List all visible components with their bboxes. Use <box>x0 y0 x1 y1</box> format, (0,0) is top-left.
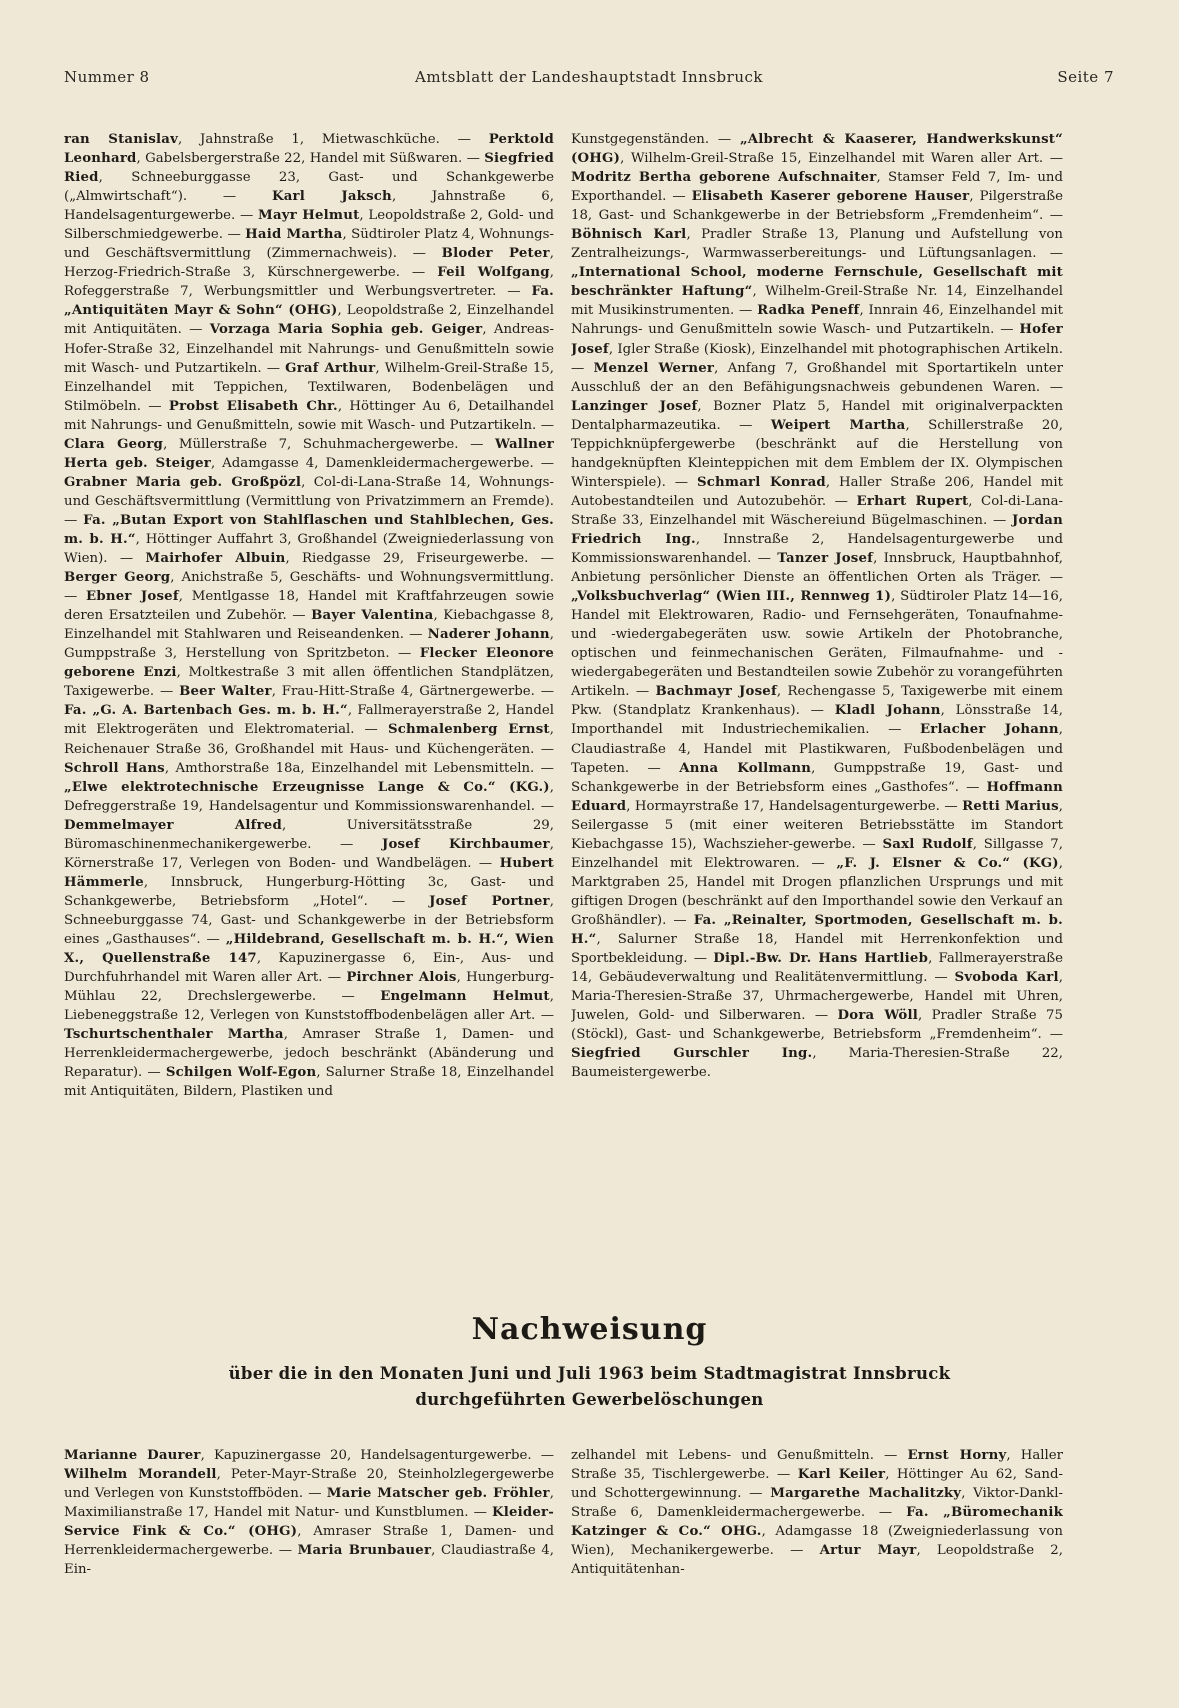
entry-text: , Kapuzinergasse 6, Ein-, Aus- und Durchfuhrhandel mit Waren aller Art. — <box>64 951 554 986</box>
entry-text: , Haller Straße 35, Tischlergewerbe. — <box>571 1448 1063 1483</box>
entry-name: „Hildebrand, Gesellschaft m. b. H.“, Wien X., Quellenstraße 147 <box>64 931 554 967</box>
entry-name: Wallner Herta geb. Steiger <box>64 436 554 471</box>
page-number-right: Seite 7 <box>1057 68 1114 86</box>
entry-name: Feil Wolfgang <box>437 265 550 281</box>
section-title: Nachweisung <box>471 1312 708 1347</box>
entry-name: Josef Portner <box>429 893 550 909</box>
entry-text: , Sillgasse 7, Einzelhandel mit Elektrowaren. — <box>571 836 1063 871</box>
entry-name: Mayr Helmut <box>258 208 360 224</box>
entry-text: , Jahnstraße 6, Handelsagenturgewerbe. — <box>64 189 554 224</box>
entry-name: „Volksbuchverlag“ (Wien III., Rennweg 1) <box>571 589 892 605</box>
entry-text: Kunstgegenständen. — <box>571 132 740 147</box>
entry-name: Hubert Hämmerle <box>64 855 554 890</box>
entry-name: Tanzer Josef <box>777 551 874 567</box>
entry-text: , Rofeggerstraße 7, Werbungsmittler und Werbungsvertreter. — <box>64 265 554 300</box>
entry-name: „Albrecht & Kaaserer, Handwerkskunst“ (OHG) <box>571 132 1063 167</box>
entry-text: , Wilhelm-Greil-Straße 15, Einzelhandel mit Teppichen, Textilwaren, Bodenbelägen und Stilmöbeln. — <box>64 360 554 414</box>
entry-name: Haid Martha <box>245 227 343 243</box>
entry-text: , Anichstraße 5, Geschäfts- und Wohnungsvermittlung. — <box>64 570 554 605</box>
entry-text: , Hormayrstraße 17, Handelsagenturgewerbe. — <box>626 798 963 814</box>
entry-text: , Adamgasse 4, Damenkleidermachergewerbe. — <box>210 455 554 471</box>
entry-name: Demmelmayer Alfred <box>64 817 282 833</box>
entry-text: , Peter-Mayr-Straße 20, Steinholzlegergewerbe und Verlegen von Kunststoffböden. — <box>64 1467 554 1502</box>
entry-name: Fa. „G. A. Bartenbach Ges. m. b. H.“ <box>64 703 348 719</box>
entry-name: Kleider-Service Fink & Co.“ (OHG) <box>64 1505 554 1540</box>
entry-text: , Jahnstraße 1, Mietwaschküche. — <box>178 132 489 147</box>
entry-name: Schmarl Konrad <box>696 474 826 490</box>
page-number-left: Nummer 8 <box>64 68 150 86</box>
entry-text: , Pilgerstraße 18, Gast- und Schankgewerbe in der Betriebsform „Fremdenheim“. — <box>571 189 1063 224</box>
entry-name: Naderer Johann <box>427 627 550 643</box>
entry-text: , Innsbruck, Hauptbahnhof, Anbietung persönlicher Dienste an öffentlichen Orten als Träger. — <box>571 551 1063 586</box>
entry-name: Engelmann Helmut <box>380 989 550 1005</box>
deletions-paragraph <box>571 1446 1063 1579</box>
entry-text: , Leopoldstraße 2, Antiquitätenhan- <box>571 1543 1063 1578</box>
entry-text: , Körnerstraße 17, Verlegen von Boden- und Wandbelägen. — <box>64 836 554 871</box>
entry-text: zelhandel mit Lebens- und Genußmitteln. — <box>571 1448 908 1463</box>
entry-text: , Adamgasse 18 (Zweigniederlassung von Wien), Mechanikergewerbe. — <box>571 1524 1063 1559</box>
entry-text: , Col-di-Lana-Straße 14, Wohnungs- und Geschäftsvermittlung (Vermittlung von Privatzimmern an Fremde). — <box>64 474 554 528</box>
entry-name: Radka Peneff <box>757 303 860 319</box>
entry-text: , Höttinger Au 62, Sand- und Schottergewinnung. — <box>571 1467 1063 1502</box>
entry-text: , Leopoldstraße 2, Einzelhandel mit Antiquitäten. — <box>64 303 554 338</box>
entry-name: ran Stanislav <box>64 132 179 147</box>
entry-text: , Hungerburg-Mühlau 22, Drechslergewerbe. — <box>64 970 554 1005</box>
entry-text: , Salurner Straße 18, Einzelhandel mit Antiquitäten, Bildern, Plastiken und <box>64 1065 554 1100</box>
entry-name: Svoboda Karl <box>954 970 1059 986</box>
entry-text: , Andreas-Hofer-Straße 32, Einzelhandel mit Nahrungs- und Genußmitteln sowie mit Wasch- und Putzartikeln. — <box>64 322 554 376</box>
entry-name: Ernst Horny <box>907 1448 1007 1463</box>
entries-paragraph <box>64 130 554 1101</box>
entry-name: Perktold Leonhard <box>64 132 554 167</box>
entry-name: Hoffmann Eduard <box>571 779 1063 814</box>
entry-name: Wilhelm Morandell <box>64 1467 217 1483</box>
entry-text: , Rechengasse 5, Taxigewerbe mit einem Pkw. (Standplatz Krankenhaus). — <box>571 684 1063 719</box>
entry-text: , Liebeneggstraße 12, Verlegen von Kunststoffbodenbelägen aller Art. — <box>64 989 554 1024</box>
entry-text: , Marktgraben 25, Handel mit Drogen pflanzlichen Ursprungs und mit giftigen Drogen (beschränkt auf den Importhandel sowie den Verkauf an Großhändler). — <box>571 855 1063 928</box>
entry-name: Vorzaga Maria Sophia geb. Geiger <box>209 322 483 338</box>
entry-name: Siegfried Gurschler Ing. <box>571 1046 813 1062</box>
entry-name: Bachmayr Josef <box>655 684 777 700</box>
entry-text: , Riedgasse 29, Friseurgewerbe. — <box>285 551 554 567</box>
entry-text: , Leopoldstraße 2, Gold- und Silberschmiedgewerbe. — <box>64 208 554 243</box>
entry-name: Berger Georg <box>64 570 171 586</box>
text-column-right-lower <box>571 1446 1063 1676</box>
entry-name: Josef Kirchbaumer <box>382 836 550 852</box>
entry-name: Grabner Maria geb. Großpözl <box>64 474 302 490</box>
entry-name: Jordan Friedrich Ing. <box>571 512 1063 547</box>
entry-name: Fa. „Antiquitäten Mayr & Sohn“ (OHG) <box>64 284 554 319</box>
entry-name: Schroll Hans <box>64 760 165 776</box>
entry-text: , Maria-Theresien-Straße 22, Baumeistergewerbe. <box>571 1046 1063 1081</box>
entry-text: , Anfang 7, Großhandel mit Sportartikeln unter Ausschluß der an den Befähigungsnachweis gebundenen Waren. — <box>571 360 1063 395</box>
entry-name: Mairhofer Albuin <box>145 551 286 567</box>
entry-name: Hofer Josef <box>571 322 1063 357</box>
entry-name: Pirchner Alois <box>346 970 457 986</box>
entry-text: , Mentlgasse 18, Handel mit Kraftfahrzeugen sowie deren Ersatzteilen und Zubehör. — <box>64 589 554 624</box>
entry-text: , Igler Straße (Kiosk), Einzelhandel mit photographischen Artikeln. — <box>571 341 1063 376</box>
entry-text: , Maximilianstraße 17, Handel mit Natur- und Kunstblumen. — <box>64 1486 554 1521</box>
entry-name: Marianne Daurer <box>64 1448 201 1463</box>
entry-text: , Moltkestraße 3 mit allen öffentlichen Standplätzen, Taxigewerbe. — <box>64 665 554 700</box>
entry-name: Flecker Eleonore geborene Enzi <box>64 646 554 681</box>
entry-name: Anna Kollmann <box>679 760 812 776</box>
entry-text: , Pradler Straße 13, Planung und Aufstellung von Zentralheizungs-, Warmwasserbereitungs- und Lüftungsanlagen. — <box>571 227 1063 262</box>
entry-name: Karl Jaksch <box>271 189 392 205</box>
entry-name: Schmalenberg Ernst <box>387 722 550 738</box>
entry-name: Retti Marius <box>962 798 1059 814</box>
entry-name: Dipl.-Bw. Dr. Hans Hartlieb <box>713 951 929 967</box>
entry-text: , Reichenauer Straße 36, Großhandel mit Haus- und Küchengeräten. — <box>64 722 554 757</box>
entry-text: , Fallmerayerstraße 14, Gebäudeverwaltung und Realitätenvermittlung. — <box>571 951 1063 986</box>
entry-name: Modritz Bertha geborene Aufschnaiter <box>571 170 877 186</box>
entry-text: , Südtiroler Platz 14—16, Handel mit Elektrowaren, Radio- und Fernsehgeräten, Tonaufnahme- und -wiedergabegeräten usw. sowie Artikeln der Photobranche, optischen und feinmechanischen Geräten, Filmaufnahme- und -wiedergabegeräten und Bestandteilen sowie Zubehör zu vorangeführten Artikeln. — <box>571 589 1063 700</box>
entries-paragraph <box>571 130 1063 1082</box>
entry-text: , Innstraße 2, Handelsagenturgewerbe und Kommissionswarenhandel. — <box>571 531 1063 567</box>
entry-text: , Bozner Platz 5, Handel mit originalverpackten Dentalpharmazeutika. — <box>571 398 1063 433</box>
entry-name: Tschurtschenthaler Martha <box>64 1027 284 1043</box>
text-column-left-lower <box>64 1446 554 1676</box>
entry-text: , Stamser Feld 7, Im- und Exporthandel. — <box>571 170 1063 205</box>
entry-name: Maria Brunbauer <box>297 1543 432 1559</box>
entry-text: , Amraser Straße 1, Damen- und Herrenkleidermachergewerbe, jedoch beschränkt (Abänderung und Reparatur). — <box>64 1027 554 1081</box>
page-header <box>64 68 1114 94</box>
entry-name: Fa. „Reinalter, Sportmoden, Gesellschaft m. b. H.“ <box>571 912 1063 947</box>
entry-text: , Gabelsbergerstraße 22, Handel mit Süßwaren. — <box>136 151 485 167</box>
entry-name: Graf Arthur <box>285 360 376 376</box>
publication-title: Amtsblatt der Landeshauptstadt Innsbruck <box>415 68 763 86</box>
entry-name: Beer Walter <box>179 684 272 700</box>
entry-name: Probst Elisabeth Chr. <box>168 398 338 414</box>
entry-text: , Amraser Straße 1, Damen- und Herrenkleidermachergewerbe. — <box>64 1524 554 1559</box>
entry-name: Lanzinger Josef <box>571 398 698 414</box>
entry-name: Bayer Valentina <box>311 608 434 624</box>
entry-name: Weipert Martha <box>770 417 906 433</box>
entry-name: Siegfried Ried <box>64 151 554 186</box>
text-column-right <box>571 130 1063 1298</box>
entry-text: , Gumppstraße 3, Herstellung von Spritzbeton. — <box>64 627 554 662</box>
entry-name: Clara Georg <box>64 436 164 452</box>
entry-text: , Müllerstraße 7, Schuhmachergewerbe. — <box>163 436 495 452</box>
entry-text: , Höttinger Au 6, Detailhandel mit Nahrungs- und Genußmitteln, sowie mit Wasch- und Putzartikeln. — <box>64 398 554 433</box>
entry-name: Saxl Rudolf <box>882 836 973 852</box>
entry-text: , Maria-Theresien-Straße 37, Uhrmachergewerbe, Handel mit Uhren, Juwelen, Gold- und Silberwaren. — <box>571 970 1063 1024</box>
entry-name: Fa. „Büromechanik Katzinger & Co.“ OHG. <box>571 1505 1063 1540</box>
entry-text: , Kapuzinergasse 20, Handelsagenturgewerbe. — <box>200 1448 554 1463</box>
entry-name: Artur Mayr <box>819 1543 917 1559</box>
entry-name: Kladl Johann <box>834 703 941 719</box>
entry-name: Marie Matscher geb. Fröhler <box>326 1486 550 1502</box>
entry-text: , Wilhelm-Greil-Straße Nr. 14, Einzelhandel mit Musikinstrumenten. — <box>571 284 1063 319</box>
section-subtitle-line1: über die in den Monaten Juni und Juli 1963 beim Stadtmagistrat Innsbruck <box>228 1364 951 1383</box>
entry-text: , Südtiroler Platz 4, Wohnungs- und Geschäftsvermittlung (Zimmernachweis). — <box>64 227 554 262</box>
entry-name: Karl Keiler <box>797 1467 886 1483</box>
entry-text: , Lönsstraße 14, Importhandel mit Industriechemikalien. — <box>571 703 1063 738</box>
entry-text: , Claudiastraße 4, Handel mit Plastikwaren, Fußbodenbelägen und Tapeten. — <box>571 722 1063 776</box>
entry-text: , Schillerstraße 20, Teppichknüpfergewerbe (beschränkt auf die Herstellung von handgeknüpften Kleinteppichen mit dem Emblem der IX. Olympischen Winterspiele). — <box>571 417 1063 490</box>
entry-name: Bloder Peter <box>441 246 550 262</box>
entry-text: , Defreggerstraße 19, Handelsagentur und Kommissionswarenhandel. — <box>64 779 554 814</box>
entry-text: , Viktor-Dankl-Straße 6, Damenkleidermachergewerbe. — <box>571 1486 1063 1521</box>
entry-text: , Schneeburggasse 74, Gast- und Schankgewerbe in der Betriebsform eines „Gasthauses“. — <box>64 893 554 947</box>
entry-text: , Universitätsstraße 29, Büromaschinenmechanikergewerbe. — <box>64 817 554 852</box>
text-column-left <box>64 130 554 1298</box>
entry-text: , Schneeburggasse 23, Gast- und Schankgewerbe („Almwirtschaft“). — <box>64 170 554 205</box>
entry-name: Böhnisch Karl <box>571 227 687 243</box>
deletions-paragraph <box>64 1446 554 1579</box>
entry-name: Ebner Josef <box>86 589 179 605</box>
entry-text: , Seilergasse 5 (mit einer weiteren Betriebsstätte im Standort Kiebachgasse 15), Wachszieher-gewerbe. — <box>571 798 1063 852</box>
entry-text: , Col-di-Lana-Straße 33, Einzelhandel mit Wäschereiund Bügelmaschinen. — <box>571 493 1063 528</box>
entry-name: „F. J. Elsner & Co.“ (KG) <box>836 855 1059 871</box>
entry-name: Schilgen Wolf-Egon <box>165 1065 317 1081</box>
entry-name: Erlacher Johann <box>919 722 1059 738</box>
entry-text: , Fallmerayerstraße 2, Handel mit Elektrogeräten und Elektromaterial. — <box>64 703 554 738</box>
entry-name: Dora Wöll <box>837 1008 918 1024</box>
entry-text: , Claudiastraße 4, Ein- <box>64 1543 554 1578</box>
entry-name: Menzel Werner <box>593 360 715 376</box>
entry-name: „Elwe elektrotechnische Erzeugnisse Lange & Co.“ (KG.) <box>64 779 550 795</box>
entry-text: , Wilhelm-Greil-Straße 15, Einzelhandel mit Waren aller Art. — <box>620 151 1063 167</box>
entry-name: Fa. „Butan Export von Stahlflaschen und Stahlblechen, Ges. m. b. H.“ <box>64 512 554 547</box>
entry-text: , Salurner Straße 18, Handel mit Herrenkonfektion und Sportbekleidung. — <box>571 931 1063 967</box>
entry-text: , Herzog-Friedrich-Straße 3, Kürschnergewerbe. — <box>64 246 554 281</box>
entry-text: , Pradler Straße 75 (Stöckl), Gast- und Schankgewerbe, Betriebsform „Fremdenheim“. — <box>571 1008 1063 1043</box>
entry-name: „International School, moderne Fernschule, Gesellschaft mit beschränkter Haftung“ <box>571 265 1063 300</box>
entry-text: , Haller Straße 206, Handel mit Autobestandteilen und Autozubehör. — <box>571 474 1063 509</box>
entry-text: , Innrain 46, Einzelhandel mit Nahrungs- und Genußmitteln sowie Wasch- und Putzartikeln. — <box>571 303 1063 338</box>
entry-text: , Höttinger Auffahrt 3, Großhandel (Zweigniederlassung von Wien). — <box>64 531 554 567</box>
section-subtitle-line2: durchgeführten Gewerbelöschungen <box>415 1390 764 1409</box>
entry-name: Erhart Rupert <box>856 493 969 509</box>
entry-text: , Frau-Hitt-Straße 4, Gärtnergewerbe. — <box>271 684 554 700</box>
entry-name: Margarethe Machalitzky <box>770 1486 962 1502</box>
entry-text: , Gumppstraße 19, Gast- und Schankgewerbe in der Betriebsform eines „Gasthofes“. — <box>571 760 1063 795</box>
entry-text: , Innsbruck, Hungerburg-Hötting 3c, Gast- und Schankgewerbe, Betriebsform „Hotel“. — <box>64 874 554 909</box>
entry-text: , Kiebachgasse 8, Einzelhandel mit Stahlwaren und Reiseandenken. — <box>64 608 554 643</box>
entry-text: , Amthorstraße 18a, Einzelhandel mit Lebensmitteln. — <box>164 760 554 776</box>
entry-name: Elisabeth Kaserer geborene Hauser <box>691 189 970 205</box>
